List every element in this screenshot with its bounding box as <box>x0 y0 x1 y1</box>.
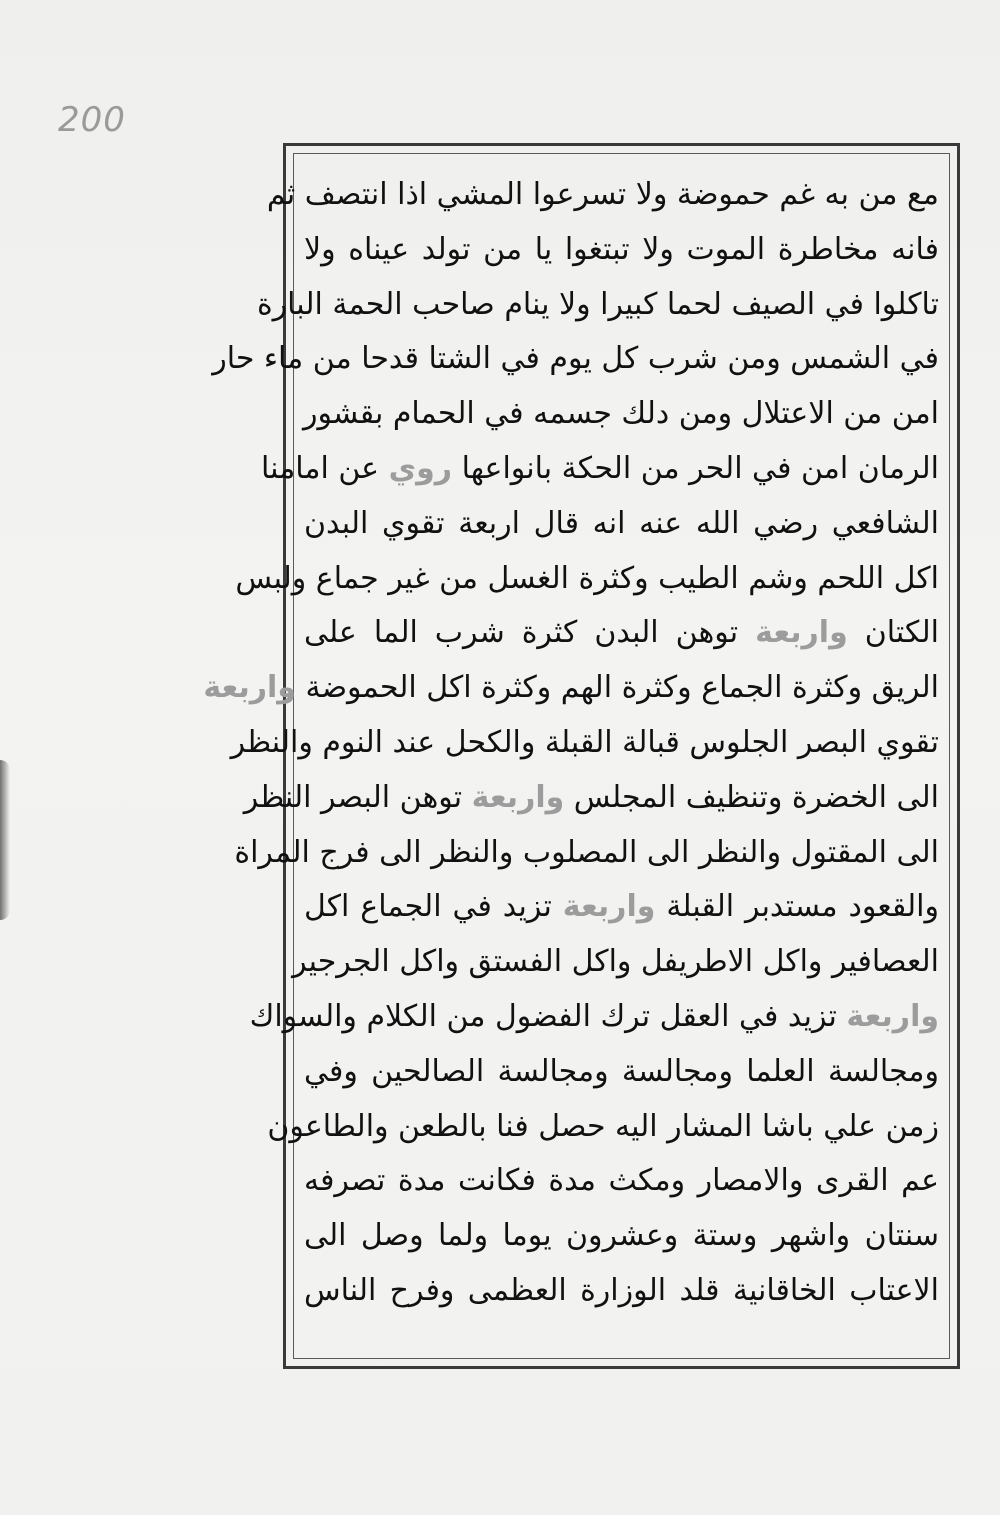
text-segment: تاكلوا في الصيف لحما كبيرا ولا ينام صاحب الحمة البارة <box>256 286 939 322</box>
text-segment: العصافير واكل الاطريفل واكل الفستق واكل الجرجير <box>292 944 939 980</box>
text-segment: تزيد في العقل ترك الفضول من الكلام والسواك <box>249 998 847 1034</box>
text-block-inner-frame <box>203 153 950 1359</box>
text-segment: توهن البدن كثرة شرب الما على <box>304 615 756 651</box>
text-line <box>243 771 949 826</box>
rubric-word: واربعة <box>846 998 939 1034</box>
folio-number: 200 <box>58 100 126 140</box>
text-line <box>266 168 949 223</box>
rubric-word: واربعة <box>203 670 296 706</box>
text-segment: امن من الاعتلال ومن دلك جسمه في الحمام بقشور <box>303 396 939 432</box>
text-line <box>294 1154 949 1209</box>
text-segment: سنتان واشهر وستة وعشرون يوما ولما وصل الى <box>304 1218 939 1254</box>
text-line <box>235 552 949 607</box>
text-line <box>294 387 949 442</box>
text-segment: تقوي البصر الجلوس قبالة القبلة والكحل عند النوم والنظر <box>230 724 939 760</box>
text-line <box>294 497 949 552</box>
text-segment: الريق وكثرة الجماع وكثرة الهم وكثرة اكل الحموضة <box>295 670 939 706</box>
text-line <box>294 223 949 278</box>
text-segment: في الشمس ومن شرب كل يوم في الشتا قدحا من ماء حار <box>212 341 939 377</box>
text-line <box>212 332 949 387</box>
text-segment: اكل اللحم وشم الطيب وكثرة الغسل من غير جماع ولبس <box>235 560 939 596</box>
text-segment: مع من به غم حموضة ولا تسرعوا المشي اذا انتصف ثم <box>266 177 939 212</box>
text-segment: الاعتاب الخاقانية قلد الوزارة العظمى وفرح الناس <box>304 1272 939 1308</box>
rubric-word: روي <box>388 450 453 486</box>
text-line <box>230 716 949 771</box>
text-line <box>294 1264 949 1319</box>
text-line <box>256 278 949 333</box>
text-line <box>267 1100 949 1155</box>
text-segment: الى الخضرة وتنظيف المجلس <box>564 779 939 815</box>
text-segment: زمن علي باشا المشار اليه حصل فنا بالطعن والطاعون <box>267 1108 939 1144</box>
text-segment: توهن البصر النظر <box>243 779 472 815</box>
text-line <box>294 1209 949 1264</box>
text-segment: الشافعي رضي الله عنه انه قال اربعة تقوي البدن <box>304 505 939 541</box>
rubric-word: واربعة <box>562 889 656 925</box>
text-line <box>261 442 949 497</box>
text-line <box>294 880 949 935</box>
text-segment: الكتان <box>847 615 939 651</box>
text-line <box>203 661 949 716</box>
page-edge-shadow <box>0 760 10 920</box>
text-line <box>249 990 949 1045</box>
text-line <box>294 935 949 990</box>
manuscript-text <box>203 168 949 1319</box>
text-segment: تزيد في الجماع اكل <box>304 889 563 925</box>
text-block-frame <box>203 143 960 1369</box>
text-segment: عن امامنا <box>261 450 389 486</box>
text-line <box>294 1045 949 1100</box>
text-segment: ومجالسة العلما ومجالسة ومجالسة الصالحين وفي <box>304 1053 939 1089</box>
text-line <box>294 606 949 661</box>
rubric-word: واربعة <box>471 779 565 815</box>
rubric-word: واربعة <box>755 615 848 651</box>
text-segment: والقعود مستدبر القبلة <box>655 889 939 925</box>
text-segment: الى المقتول والنظر الى المصلوب والنظر الى فرج المراة <box>234 834 939 870</box>
text-line <box>234 826 949 881</box>
text-segment: عم القرى والامصار ومكث مدة فكانت مدة تصرفه <box>304 1163 939 1199</box>
text-segment: الرمان امن في الحر من الحكة بانواعها <box>452 450 939 486</box>
text-segment: فانه مخاطرة الموت ولا تبتغوا يا من تولد عيناه ولا <box>304 231 939 267</box>
